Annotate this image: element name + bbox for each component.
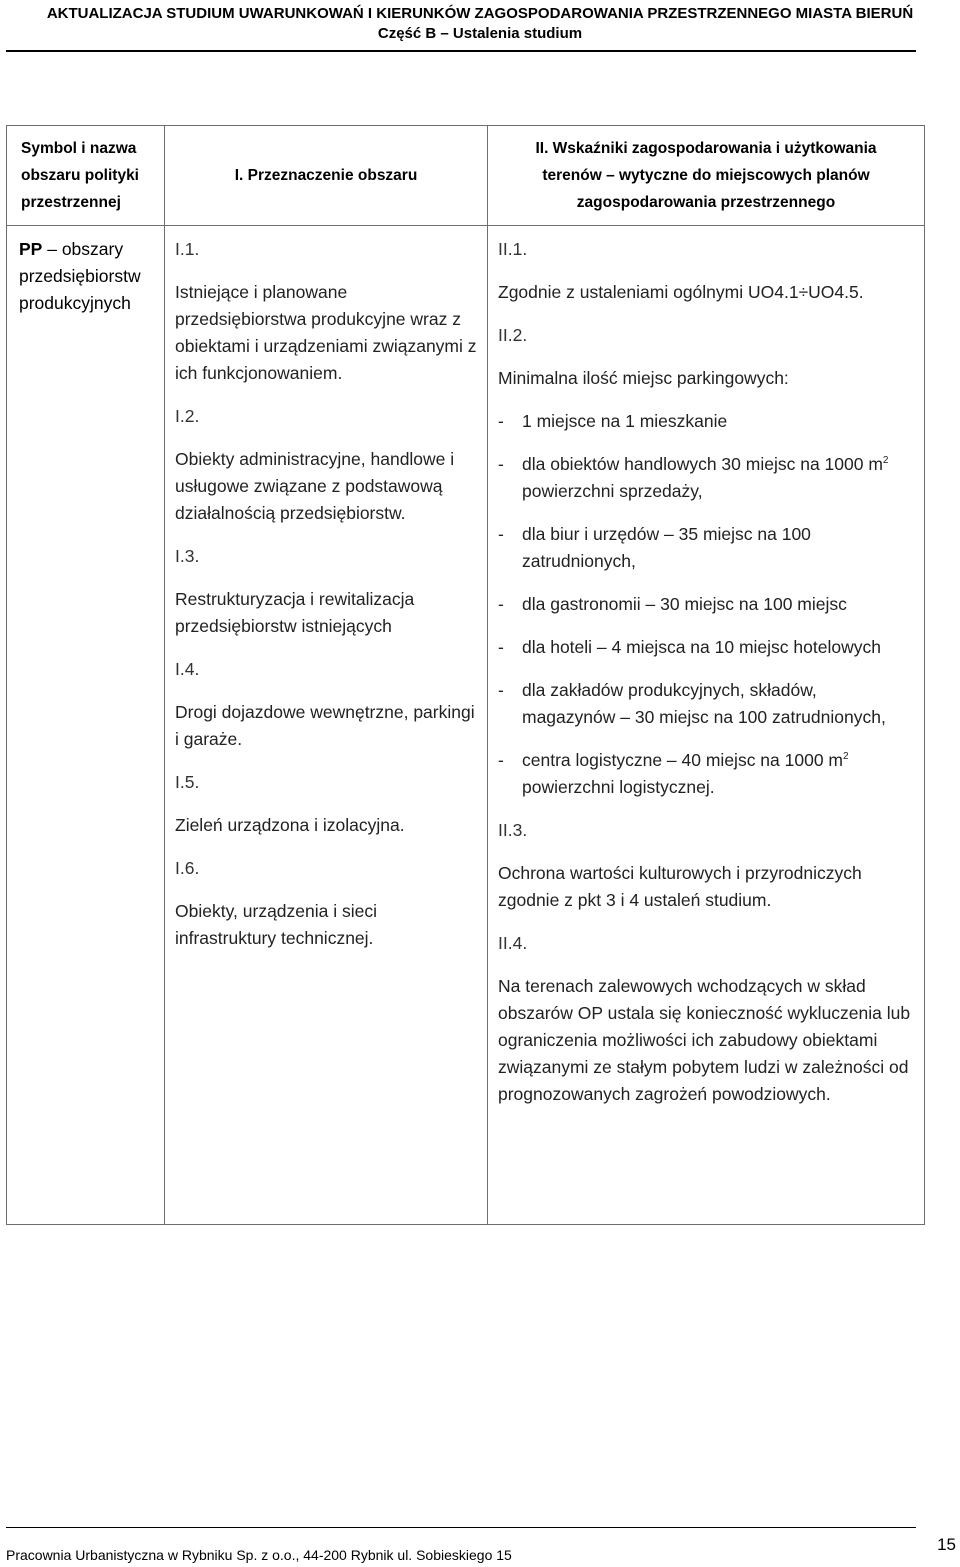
list-dash: -: [498, 637, 504, 657]
area-symbol-cell: [7, 226, 165, 1225]
purpose-cell: [165, 226, 488, 1225]
indicators-cell: [488, 226, 925, 1225]
list-dash: -: [498, 454, 504, 474]
parking-list-item: [498, 451, 914, 505]
parking-list-item: [498, 408, 914, 435]
parking-list-item: [498, 747, 914, 801]
list-dash: -: [498, 680, 504, 700]
table-header-row: [7, 126, 925, 226]
header-col-indicators-line: zagospodarowania przestrzennego: [576, 194, 836, 211]
parking-list-item: [498, 521, 914, 575]
indicator-text: Ochrona wartości kulturowych i przyrodniczych zgodnie z pkt 3 i 4 ustaleń studium.: [498, 863, 862, 910]
header-col-indicators-line: II. Wskaźniki zagospodarowania i użytkowania: [535, 140, 877, 157]
header-col-indicators-line: terenów – wytyczne do miejscowych planów: [542, 167, 870, 184]
parking-list-text-part: 1 miejsce na 1 mieszkanie: [522, 411, 728, 431]
list-dash: -: [498, 594, 504, 614]
parking-list-text: [522, 677, 914, 731]
page-number: 15: [937, 1535, 956, 1554]
parking-list-text-part: centra logistyczne – 40 miejsc na 1000 m: [522, 750, 843, 770]
footer-text: Pracownia Urbanistyczna w Rybniku Sp. z o.o., 44-200 Rybnik ul. Sobieskiego 15: [6, 1547, 512, 1563]
parking-list-text: [522, 747, 914, 801]
purpose-number: I.2.: [175, 406, 200, 426]
purpose-number: I.6.: [175, 858, 200, 878]
footer-divider: [6, 1527, 916, 1528]
header-divider: [6, 50, 916, 52]
header-title: AKTUALIZACJA STUDIUM UWARUNKOWAŃ I KIERUNKÓW ZAGOSPODAROWANIA PRZESTRZENNEGO MIASTA BIERUŃ: [46, 5, 914, 22]
purpose-text: Drogi dojazdowe wewnętrzne, parkingi i garaże.: [175, 702, 475, 749]
header-col-symbol: [7, 126, 165, 226]
indicator-number: II.4.: [498, 933, 528, 953]
list-dash: -: [498, 411, 504, 431]
indicator-number: II.1.: [498, 239, 528, 259]
purpose-number: I.5.: [175, 772, 200, 792]
purpose-item: [175, 656, 477, 753]
parking-list-text-part: powierzchni sprzedaży,: [522, 481, 703, 501]
parking-list-text-part: dla gastronomii – 30 miejsc na 100 miejsc: [522, 594, 847, 614]
purpose-item: [175, 769, 477, 839]
parking-intro: Minimalna ilość miejsc parkingowych:: [498, 368, 789, 388]
header-col-symbol-line: obszaru polityki: [21, 167, 139, 184]
document-header: [0, 4, 960, 44]
parking-list-item: [498, 677, 914, 731]
parking-list-text: [522, 521, 914, 575]
indicator-number: II.2.: [498, 325, 528, 345]
purpose-text: Zieleń urządzona i izolacyjna.: [175, 815, 405, 835]
purpose-item: [175, 236, 477, 387]
purpose-text: Obiekty administracyjne, handlowe i usługowe związane z podstawową działalnością przedsiębiorstw.: [175, 449, 455, 523]
superscript: 2: [843, 751, 849, 763]
purpose-item: [175, 403, 477, 527]
purpose-number: I.1.: [175, 239, 200, 259]
table-row: [7, 226, 925, 1225]
list-dash: -: [498, 750, 504, 770]
header-col-indicators: [488, 126, 925, 226]
indicator-number: II.3.: [498, 820, 528, 840]
area-name: – obszary przedsiębiorstw produkcyjnych: [19, 239, 141, 313]
purpose-number: I.3.: [175, 546, 200, 566]
parking-list-text-part: dla zakładów produkcyjnych, składów, magazynów – 30 miejsc na 100 zatrudnionych,: [522, 680, 886, 727]
purpose-text: Restrukturyzacja i rewitalizacja przedsiębiorstw istniejących: [175, 589, 415, 636]
purpose-text: Istniejące i planowane przedsiębiorstwa produkcyjne wraz z obiektami i urządzeniami związanymi z ich funkcjonowaniem.: [175, 282, 477, 383]
area-symbol: PP: [19, 239, 43, 259]
parking-list-text: [522, 591, 847, 618]
parking-list-item: [498, 591, 914, 618]
purpose-text: Obiekty, urządzenia i sieci infrastruktury technicznej.: [175, 901, 377, 948]
parking-list-text: [522, 451, 914, 505]
parking-list-text-part: dla biur i urzędów – 35 miejsc na 100 zatrudnionych,: [522, 524, 811, 571]
indicator-text: Na terenach zalewowych wchodzących w skład obszarów OP ustala się konieczność wykluczenia lub ograniczenia możliwości ich zabudowy obiektami związanymi ze stałym pobytem ludzi w zależności od prognozowanych zagrożeń powodziowych.: [498, 976, 911, 1104]
purpose-item: [175, 543, 477, 640]
parking-list-item: [498, 634, 914, 661]
header-col-symbol-line: Symbol i nazwa: [21, 140, 137, 157]
list-dash: -: [498, 524, 504, 544]
header-subtitle: Część B – Ustalenia studium: [377, 25, 583, 42]
parking-list-text-part: dla obiektów handlowych 30 miejsc na 1000 m: [522, 454, 883, 474]
parking-list-text-part: powierzchni logistycznej.: [522, 777, 715, 797]
purpose-item: [175, 855, 477, 952]
policy-table: [6, 125, 925, 1225]
superscript: 2: [882, 455, 889, 467]
parking-list-text: [522, 634, 881, 661]
header-col-purpose: I. Przeznaczenie obszaru: [165, 126, 488, 226]
indicator-text: Zgodnie z ustaleniami ogólnymi UO4.1÷UO4.5.: [498, 282, 864, 302]
parking-list-text: [522, 408, 727, 435]
purpose-number: I.4.: [175, 659, 200, 679]
header-col-symbol-line: przestrzennej: [21, 194, 121, 211]
parking-list-text-part: dla hoteli – 4 miejsca na 10 miejsc hotelowych: [522, 637, 881, 657]
